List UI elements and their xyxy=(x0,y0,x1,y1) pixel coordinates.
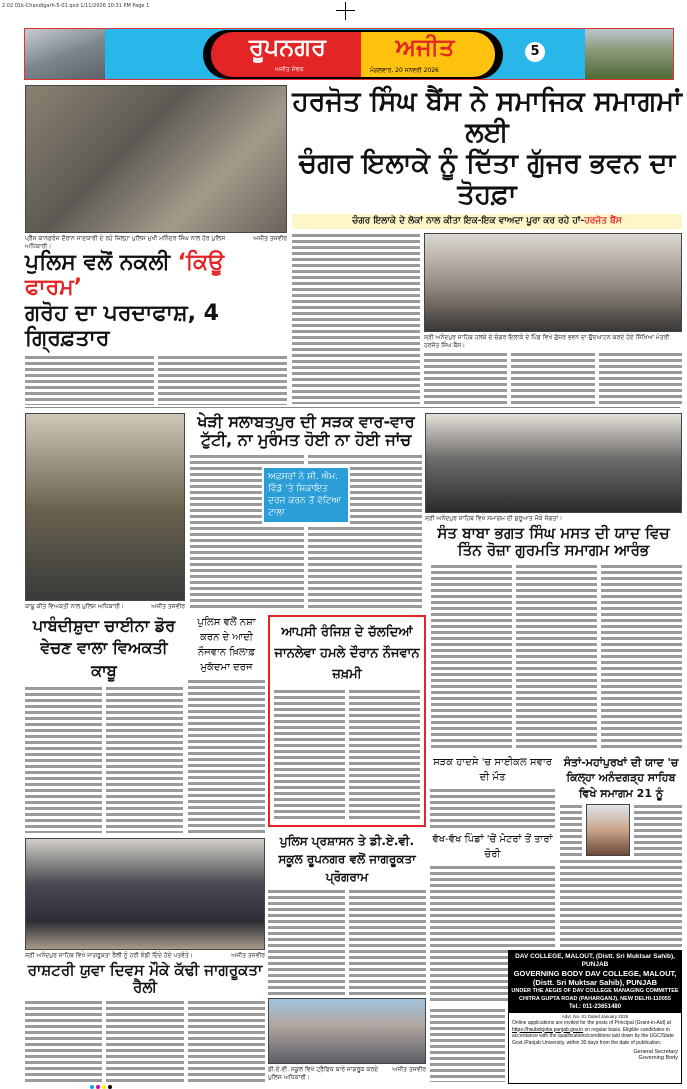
article-body xyxy=(158,355,287,405)
lead-headline-line2: ਚੰਗਰ ਇਲਾਕੇ ਨੂੰ ਦਿੱਤਾ ਗੁੱਜਰ ਭਵਨ ਦਾ ਤੋਹਫ਼ਾ xyxy=(298,148,676,211)
article-body xyxy=(430,1008,505,1082)
black-dot xyxy=(108,1085,112,1089)
portrait-photo xyxy=(586,804,630,856)
ad-line: DAV COLLEGE, MALOUT, (Distt. Sri Muktsar Sahib), PUNJAB xyxy=(515,953,675,968)
masthead xyxy=(24,28,674,80)
headline-part: ਪੁਲਿਸ ਵਲੋਂ ਨਕਲੀ xyxy=(25,250,178,275)
gujjar-bhawan-photo xyxy=(424,233,682,332)
rally-headline: ਰਾਸ਼ਟਰੀ ਯੁਵਾ ਦਿਵਸ ਮੌਕੇ ਕੱਢੀ ਜਾਗਰੂਕਤਾ ਰੈਲੀ xyxy=(27,961,263,997)
article-body xyxy=(292,233,420,404)
ad-line: Tel.: 011-23651480 xyxy=(569,1004,621,1010)
road-headline-line2: ਟੁੱਟੀ, ਨਾ ਮੁਰੰਮਤ ਹੋਈ ਨਾ ਹੋਈ ਜਾਂਚ xyxy=(200,430,412,450)
attack-body-row xyxy=(274,689,420,821)
top-photo-block xyxy=(25,85,287,250)
dav-body-row xyxy=(268,889,426,995)
photo-caption: ਪ੍ਰੈੱਸ ਕਾਨਫ਼ਰੰਸ ਦੌਰਾਨ ਜਾਣਕਾਰੀ ਦੇ ਰਹੇ ਜ਼ਿਲ੍ਹਾ ਪੁਲਿਸ ਮੁਖੀ ਮਨਿੰਦਰ ਸਿੰਘ ਨਾਲ ਹੋਰ ਪੁਲਿਸ ਅਧਿਕਾਰੀ। xyxy=(25,235,226,250)
masthead-title-left: ਰੂਪਨਗਰ xyxy=(249,33,326,61)
pull-quote: ਅਫ਼ਸਰਾਂ ਨੇ ਸੀ. ਐਮ. ਵਿੰਡੋ 'ਤੇ ਸ਼ਿਕਾਇਤ ਦਰਜ ਕਰਨ ਤੋਂ ਵੱਟਿਆ ਟਾਲਾ xyxy=(262,466,350,524)
lead-headline-line1: ਹਰਜੋਤ ਸਿੰਘ ਬੈਂਸ ਨੇ ਸਮਾਜਿਕ ਸਮਾਗਮਾਂ ਲਈ xyxy=(292,86,682,149)
qila-headline: ਸੰਤਾਂ-ਮਹਾਂਪੁਰਖਾਂ ਦੀ ਯਾਦ 'ਚ ਕਿਲ੍ਹਾ ਅਨੰਦਗੜ੍ਹ ਸਾਹਿਬ ਵਿਖੇ ਸਮਾਗਮ 21 ਨੂੰ xyxy=(563,756,679,800)
masthead-title-right: ਅਜੀਤ xyxy=(395,33,455,61)
ad-header xyxy=(509,951,681,1013)
yellow-dot xyxy=(102,1085,106,1089)
article-body xyxy=(188,1000,265,1085)
accident-headline: ਸੜਕ ਹਾਦਸੇ 'ਚ ਸਾਈਕਲ ਸਵਾਰ ਦੀ ਮੌਤ xyxy=(433,757,552,783)
rally-photo xyxy=(25,838,265,950)
nasha-headline: ਪੁਲਿਸ ਵਲੋਂ ਨਸ਼ਾ ਕਰਨ ਦੇ ਆਦੀ ਨੌਜਵਾਨ ਖ਼ਿਲਾਫ਼ ਮੁਕੱਦਮਾ ਦਰਜ xyxy=(197,617,256,673)
registration-mark xyxy=(345,2,346,20)
sant-headline-line2: ਤਿੰਨ ਰੋਜ਼ਾ ਗੁਰਮਤਿ ਸਮਾਗਮ ਆਰੰਭ xyxy=(457,541,650,560)
arrested-man-photo xyxy=(25,413,185,601)
dav-story xyxy=(268,832,426,1084)
ad-signatory: Governing Body xyxy=(638,1055,678,1061)
qila-story xyxy=(560,755,682,947)
lead-subhead xyxy=(292,214,682,229)
road-body-row xyxy=(190,454,422,608)
nasha-story xyxy=(188,615,265,833)
sant-samagam-photo xyxy=(425,413,682,513)
photo-caption: ਸ੍ਰੀ ਅਨੰਦਪੁਰ ਸਾਹਿਬ ਹਲਕੇ ਦੇ ਚੰਗਰ ਇਲਾਕੇ ਦੇ ਪਿੰਡ ਵਿਖੇ ਗੁੱਜਰ ਭਵਨ ਦਾ ਉਦਘਾਟਨ ਕਰਦੇ ਹੋਏ ਸਿੱਖਿਆ ਮੰਤਰੀ ਹਰਜੋਤ ਸਿੰਘ ਬੈਂਸ। xyxy=(424,334,670,349)
boxed-story xyxy=(268,615,426,827)
accident-story xyxy=(430,755,555,829)
article-body xyxy=(106,686,183,833)
ad-body xyxy=(509,1019,681,1047)
ad-line: GOVERNING BODY DAV COLLEGE, MALOUT, (Distt. Sri Muktsar Sahib), PUNJAB xyxy=(513,969,677,987)
dav-college-advertisement xyxy=(508,950,682,1084)
article-body xyxy=(268,889,345,995)
ad-text: on regular basis. Eligible candidates in accordance with the qualifications/conditions laid down by the UGC/State Govt./Panjab University, within 30 days from the date of publication. xyxy=(512,1026,674,1046)
article-body xyxy=(106,1000,183,1085)
photo-credit: ਅਜੀਤ ਤਸਵੀਰ xyxy=(231,952,265,959)
photo-credit: ਅਜੀਤ ਤਸਵੀਰ xyxy=(151,603,185,610)
headline-highlight: ‘ਕਿਊ ਫਾਰਮ’ xyxy=(25,250,225,301)
photo-caption-block xyxy=(25,603,185,611)
page-number: 5 xyxy=(525,42,545,62)
ad-line: CHITRA GUPTA ROAD (PAHARGANJ), NEW DELHI-110055 xyxy=(519,996,671,1002)
masthead-date: ਮੰਗਲਵਾਰ, 20 ਜਨਵਰੀ 2026 xyxy=(370,67,439,74)
article-body xyxy=(349,889,426,995)
school-program-photo xyxy=(268,998,426,1064)
rally-story xyxy=(25,838,265,1084)
photo-credit: ਅਜੀਤ ਤਸਵੀਰ xyxy=(253,235,287,242)
dav-headline: ਪੁਲਿਸ ਪ੍ਰਸ਼ਾਸਨ ਤੇ ਡੀ.ਏ.ਵੀ. ਸਕੂਲ ਰੂਪਨਗਰ ਵਲੋਂ ਜਾਗਰੂਕਤਾ ਪ੍ਰੋਗਰਾਮ xyxy=(278,834,416,884)
photo-caption: ਸ੍ਰੀ ਅਨੰਦਪੁਰ ਸਾਹਿਬ ਵਿਖੇ ਸਮਾਗਮ ਦੀ ਸ਼ੁਰੂਆਤ ਮੌਕੇ ਸੰਗਤਾਂ। xyxy=(425,515,563,522)
print-slug: 2 02 01k-Chandigarh-5-01.qxd 1/11/2026 10:31 PM Page 1 xyxy=(2,3,150,9)
photo-caption-block xyxy=(268,1066,426,1082)
article-body xyxy=(25,686,102,833)
article-body xyxy=(634,804,682,856)
masthead-photo-left xyxy=(25,29,105,79)
article-body xyxy=(601,564,682,751)
subhead-name: ਹਰਜੋਤ ਬੈਂਸ xyxy=(584,216,622,227)
subhead-text: ਚੰਗਰ ਇਲਾਕੇ ਦੇ ਲੋਕਾਂ ਨਾਲ ਕੀਤਾ ਇਕ-ਇਕ ਵਾਅਦਾ ਪੂਰਾ ਕਰ ਰਹੇ ਹਾਂ- xyxy=(352,216,585,227)
ad-signatory: General Secretary xyxy=(633,1049,678,1055)
article-body xyxy=(25,1000,102,1085)
lead-right-column xyxy=(424,233,682,404)
article-body xyxy=(424,352,507,404)
registration-mark xyxy=(336,10,355,11)
article-body xyxy=(560,804,582,856)
road-story xyxy=(190,413,422,608)
photo-caption: ਸ੍ਰੀ ਅਨੰਦਪੁਰ ਸਾਹਿਬ ਵਿਖੇ ਜਾਗਰੂਕਤਾ ਰੈਲੀ ਨੂੰ ਹਰੀ ਝੰਡੀ ਦਿੰਦੇ ਹੋਏ ਪਤਵੰਤੇ। xyxy=(25,952,193,959)
magenta-dot xyxy=(96,1085,100,1089)
sant-headline-line1: ਸੰਤ ਬਾਬਾ ਭਗਤ ਸਿੰਘ ਮਸਤ ਦੀ ਯਾਦ ਵਿਚ xyxy=(437,524,670,542)
rally-body-row xyxy=(25,1000,265,1085)
photo-caption: ਡੀ.ਏ.ਵੀ. ਸਕੂਲ ਵਿਖੇ ਟ੍ਰੈਫਿਕ ਬਾਰੇ ਜਾਗਰੂਕ ਕਰਦੇ ਪੁਲਿਸ ਅਧਿਕਾਰੀ। xyxy=(268,1066,379,1081)
press-conference-photo xyxy=(25,85,287,233)
article-body xyxy=(274,689,345,821)
police-body-row xyxy=(25,355,287,405)
police-headline-line2: ਗਰੋਹ ਦਾ ਪਰਦਾਫਾਸ਼, 4 ਗ੍ਰਿਫ਼ਤਾਰ xyxy=(25,300,219,351)
cyan-dot xyxy=(90,1085,94,1089)
police-story-content xyxy=(25,250,287,405)
ad-line: UNDER THE AEGIS OF DAV COLLEGE MANAGING COMMITTEE xyxy=(511,988,679,994)
dor-headline: ਪਾਬੰਦੀਸ਼ੁਦਾ ਚਾਈਨਾ ਡੋਰ ਵੇਚਣ ਵਾਲਾ ਵਿਅਕਤੀ ਕਾਬੂ xyxy=(32,616,176,680)
lead-story xyxy=(292,86,682,404)
dor-story xyxy=(25,615,183,833)
left-photo-block xyxy=(25,413,185,613)
article-body xyxy=(349,689,420,821)
lead-body-row xyxy=(292,233,682,404)
road-headline-line1: ਖੇੜੀ ਸਲਾਬਤਪੁਰ ਦੀ ਸੜਕ ਵਾਰ-ਵਾਰ xyxy=(197,412,415,431)
sant-story xyxy=(425,413,682,750)
photo-caption-block xyxy=(25,235,287,251)
masthead-tagline: ਅਜੀਤ ਸੇਵਕ xyxy=(275,66,304,73)
color-registration-bar xyxy=(90,1085,112,1089)
ad-link[interactable]: https://hsubdcjobs.punjab.gov.in xyxy=(512,1026,584,1033)
article-body xyxy=(516,564,597,751)
sant-body-row xyxy=(425,564,682,751)
police-headline-line1 xyxy=(25,250,287,301)
photo-credit: ਅਜੀਤ ਤਸਵੀਰ xyxy=(392,1066,426,1073)
attack-headline: ਆਪਸੀ ਰੰਜਿਸ਼ ਦੇ ਚੱਲਦਿਆਂ ਜਾਨਲੇਵਾ ਹਮਲੇ ਦੌਰਾਨ ਨੌਜਵਾਨ ਜ਼ਖ਼ਮੀ xyxy=(274,625,420,682)
article-body xyxy=(560,859,682,947)
masthead-photo-right xyxy=(585,29,673,79)
article-body xyxy=(599,352,682,404)
article-body xyxy=(430,788,555,829)
divider xyxy=(25,407,680,408)
article-body xyxy=(431,564,512,751)
ad-advt-no: Advt. No. 01 Dated January 2026 xyxy=(561,1014,629,1019)
photo-caption: ਕਾਬੂ ਕੀਤੇ ਵਿਅਕਤੀ ਨਾਲ ਪੁਲਿਸ ਅਧਿਕਾਰੀ। xyxy=(25,603,125,610)
article-body xyxy=(511,352,594,404)
lead-body-columns xyxy=(424,352,682,404)
ad-text: Online applications are invited for the posts of Principal (Grant-in-Aid) at xyxy=(512,1020,671,1026)
article-body xyxy=(25,355,154,405)
photo-caption-block xyxy=(25,952,265,960)
theft-headline: ਵੱਖ-ਵੱਖ ਪਿੰਡਾਂ 'ਚੋਂ ਮੋਟਰਾਂ ਤੋਂ ਤਾਰਾਂ ਚੋਰੀ xyxy=(432,834,553,860)
qila-photo-row xyxy=(560,804,682,856)
dor-body-row xyxy=(25,686,183,833)
article-body xyxy=(188,679,265,833)
